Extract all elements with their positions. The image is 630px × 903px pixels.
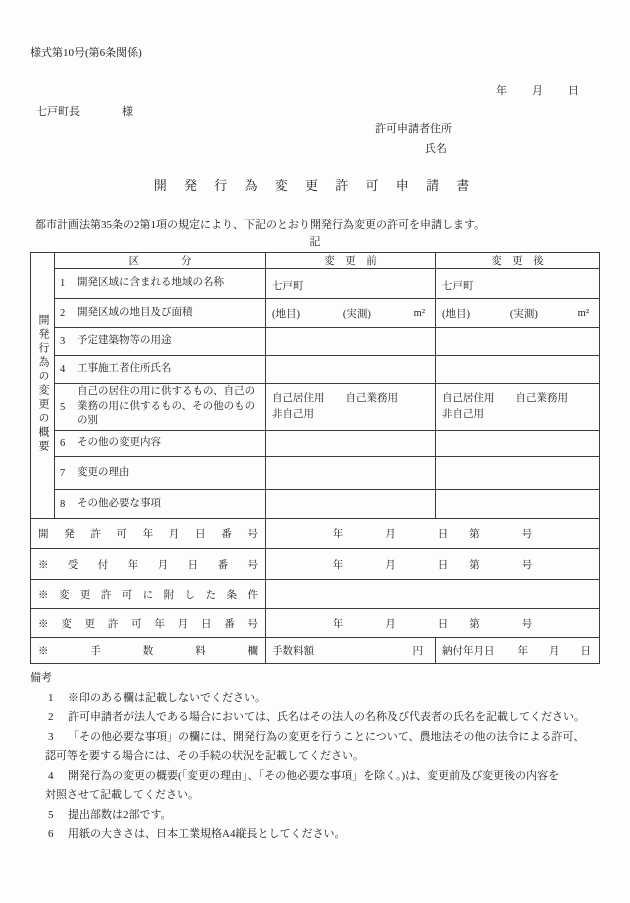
table-row-receipt [31,549,600,580]
header-after: 変 更 後 [436,253,600,269]
note-item: 1 ※印のある欄は記載しないでください。 [48,691,266,704]
note-text: 開発行為の変更の概要(「変更の理由」、「その他必要な事項」を除く。)は、変更前及び変更後の内容を [68,769,560,782]
note-text: ※印のある欄は記載しないでください。 [68,691,266,704]
side-label: 開発行為の変更の概要 [37,314,49,455]
notes-section [30,669,605,845]
intro-text: 都市計画法第35条の2第1項の規定により、下記のとおり開発行為変更の許可を申請します。 [35,219,486,231]
row-number: 7 [60,467,66,479]
row-value-before [266,431,436,457]
row-value-before [266,328,436,356]
fee-payment-cell [436,643,599,658]
row-number: 1 [60,278,66,289]
note-text: 認可等を要する場合には、その手続の状況を記載してください。 [45,750,364,762]
row-label: 開発区域に含まれる地域の名称 [77,277,224,289]
note-item: 5 提出部数は2部です。 [48,808,172,821]
row-label: 変更の理由 [77,466,130,478]
table-row [31,457,600,490]
row-value-after [436,457,600,490]
row-number: 5 [60,401,66,413]
table-row [31,328,600,356]
table-row [31,490,600,519]
note-text: 対照させて記載してください。 [45,789,199,801]
note-item: 4 開発行為の変更の概要(「変更の理由」、「その他必要な事項」を除く。)は、変更前及び変更後の内容を 対照させて記載してください。 [30,767,605,806]
row-label: その他必要な事項 [77,497,161,509]
fee-amount-cell [266,643,435,658]
date-line: 年 月 日 [496,85,580,97]
row-value-after [436,490,600,519]
fee-pay-value: 年 月 日 [517,646,591,658]
row-value-before [266,356,436,384]
note-text: 「その他必要な事項」の欄には、開発行為の変更を行うことについて、農地法その他の法令による許可、 [68,730,585,743]
fee-amount-unit: 円 [412,646,423,658]
row-number: 8 [60,498,66,510]
fee-label: ※ 手 数 料 欄 [38,646,258,658]
table-row [31,299,600,328]
row-value-after [436,356,600,384]
table-row-dev-permit [31,519,600,549]
addressee-honorific: 様 [122,106,133,118]
side-label-cell [31,253,55,519]
row-value-before: (地目) (実測) m² [272,307,425,320]
header-before: 変 更 前 [266,253,436,269]
application-table [30,252,600,664]
table-row-fee [31,638,600,664]
row-label: 自己の居住の用に供するもの、自己の業務の用に供するもの、その他のものの別 [77,386,256,427]
addressee: 七戸町長 [36,106,80,118]
table-row [31,269,600,299]
row-value-after [436,431,600,457]
receipt-label: ※ 受 付 年 月 日 番 号 [38,559,258,571]
applicant-address-label: 許可申請者住所 [375,123,452,135]
row-number: 2 [60,307,66,319]
row-value-before: 自己居住用 自己業務用 非自己用 [272,392,398,421]
note-item: 3 「その他必要な事項」の欄には、開発行為の変更を行うことについて、農地法その他の法令による許可、 認可等を要する場合には、その手続の状況を記載してください。 [30,728,605,767]
change-permit-label: ※ 変 更 許 可 年 月 日 番 号 [38,618,258,630]
row-label: その他の変更内容 [77,437,161,449]
conditions-label: ※ 変 更 許 可 に 附 し た 条 件 [38,589,258,601]
row-number: 4 [60,364,66,375]
table-row [31,431,600,457]
row-value-before [266,490,436,519]
row-value-after: 自己居住用 自己業務用 非自己用 [442,392,568,421]
applicant-name-label: 氏名 [425,143,447,155]
row-value-after [436,328,600,356]
row-label: 工事施工者住所氏名 [77,363,172,375]
row-value-before: 七戸町 [272,280,304,292]
form-number: 様式第10号(第6条関係) [30,47,142,59]
note-text: 用紙の大きさは、日本工業規格A4縦長としてください。 [68,828,346,840]
note-item: 2 許可申請者が法人である場合においては、氏名はその法人の名称及び代表者の氏名を記載してください。 [48,711,585,723]
table-row-change-permit [31,609,600,638]
note-text: 許可申請者が法人である場合においては、氏名はその法人の名称及び代表者の氏名を記載してください。 [68,711,585,723]
row-number: 3 [60,336,66,347]
dev-permit-label: 開 発 許 可 年 月 日 番 号 [38,529,258,541]
addressee-line [36,103,133,119]
receipt-value: 年 月 日 第 号 [266,549,600,580]
row-value-after: (地目) (実測) m² [442,307,589,320]
table-row [31,356,600,384]
row-value-after: 七戸町 [442,280,474,292]
unit-sqm: m² [577,307,589,319]
fee-amount-label: 手数料額 [272,646,314,658]
unit-sqm: m² [413,307,425,319]
notes-heading: 備考 [30,672,52,684]
change-permit-value: 年 月 日 第 号 [266,609,600,638]
fee-pay-label: 納付年月日 [442,646,495,658]
table-row-conditions [31,580,600,609]
row-number: 6 [60,438,66,450]
note-text: 提出部数は2部です。 [68,808,172,821]
row-label: 予定建築物等の用途 [77,335,172,347]
conditions-value [266,580,600,609]
header-kubun: 区 分 [55,253,266,269]
dev-permit-value: 年 月 日 第 号 [266,519,600,549]
row-label: 開発区域の地目及び面積 [77,306,193,318]
page-title: 開 発 行 為 変 更 許 可 申 請 書 [153,178,477,193]
note-item: 6 用紙の大きさは、日本工業規格A4縦長としてください。 [48,828,346,840]
ki-label: 記 [309,236,321,248]
table-row [31,384,600,431]
row-value-before [266,457,436,490]
